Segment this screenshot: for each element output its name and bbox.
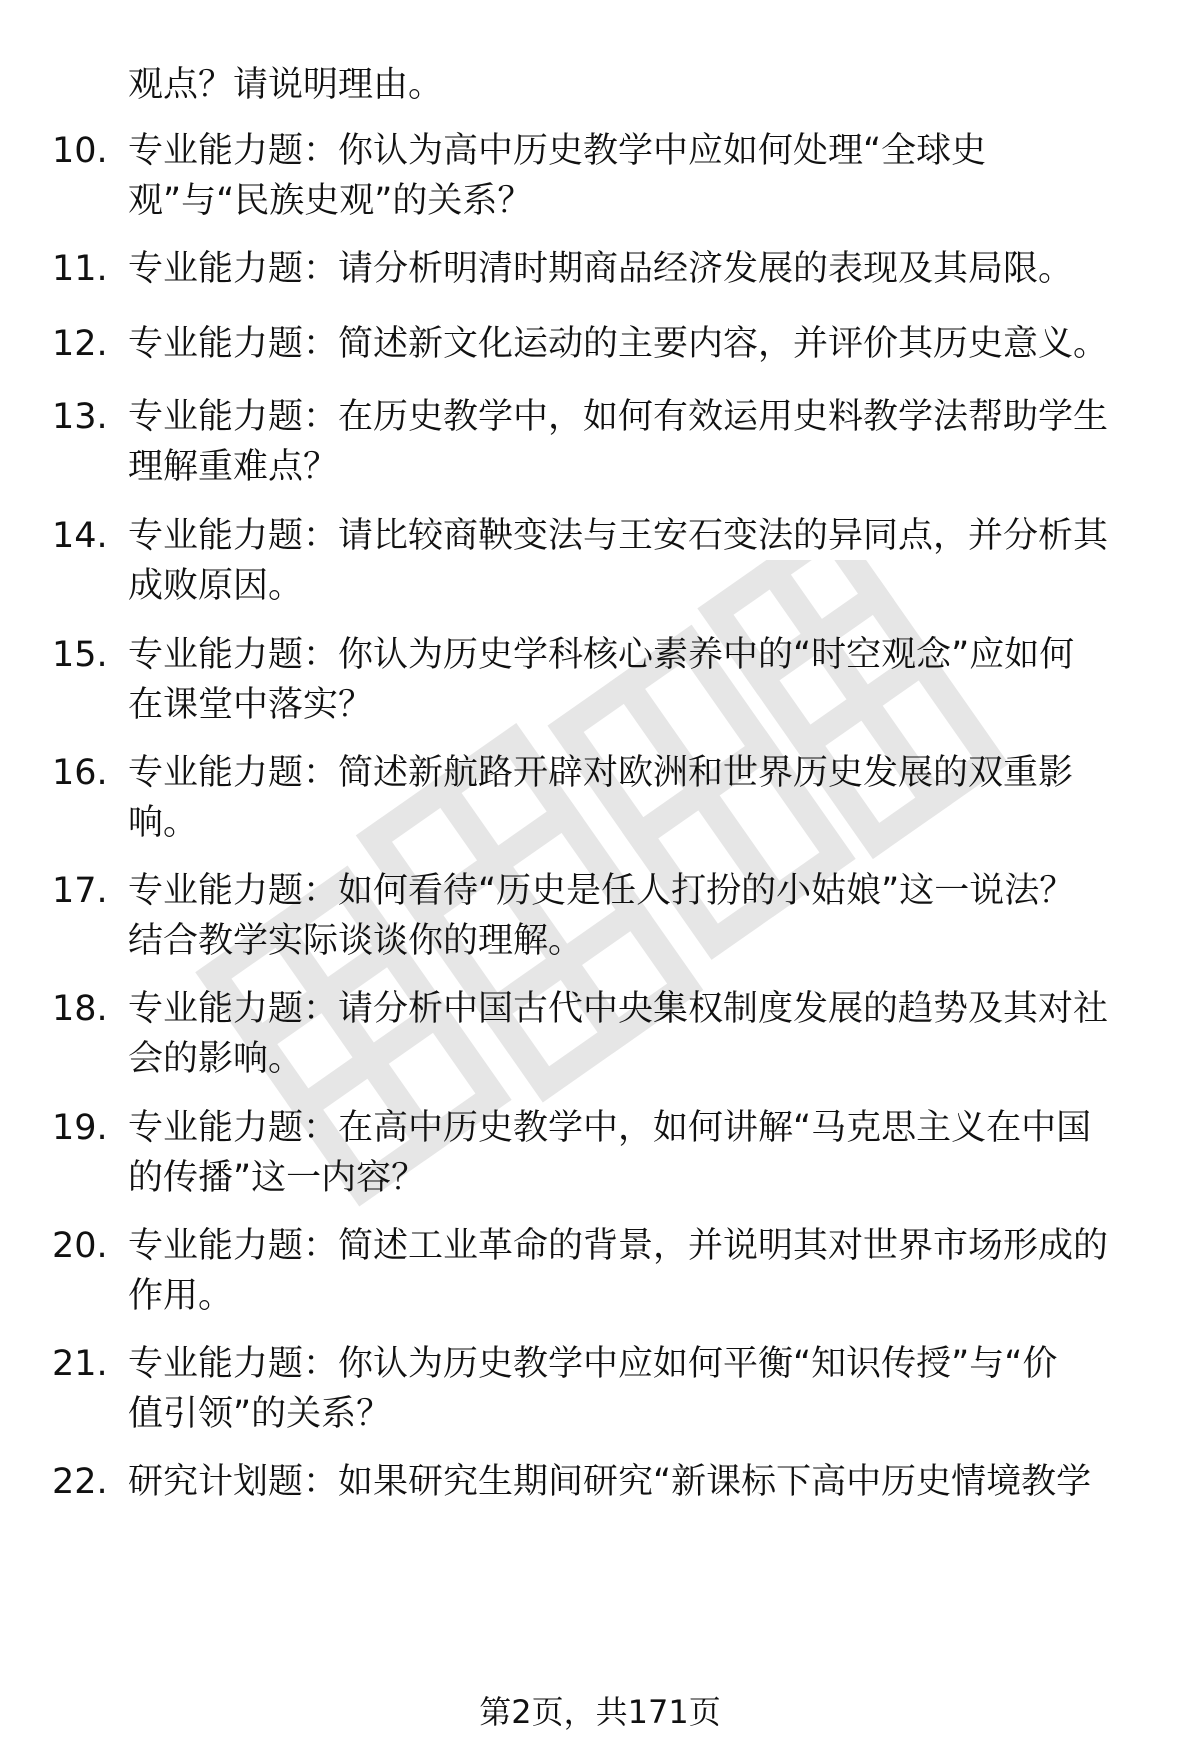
question-number: 19. [52,1108,108,1148]
question-number: 20. [52,1226,108,1266]
question-number: 18. [52,989,108,1029]
question-text-line: 的传播”这一内容？ [128,1158,427,1198]
question-number: 21. [52,1344,108,1384]
question-text-line: 专业能力题：如何看待“历史是任人打扮的小姑娘”这一说法？ [128,871,1075,911]
continuation-line: 观点？请说明理由。 [128,65,444,105]
question-text-line: 专业能力题：你认为历史教学中应如何平衡“知识传授”与“价 [128,1344,1058,1384]
question-text-line: 研究计划题：如果研究生期间研究“新课标下高中历史情境教学 [128,1462,1092,1502]
question-number: 14. [52,516,108,556]
page-number-footer: 第2页，共171页 [479,1693,721,1731]
question-text-line: 专业能力题：简述工业革命的背景，并说明其对世界市场形成的 [128,1226,1109,1266]
question-text-line: 理解重难点？ [128,447,339,487]
question-text-line: 专业能力题：在高中历史教学中，如何讲解“马克思主义在中国 [128,1108,1092,1148]
question-text-line: 结合教学实际谈谈你的理解。 [128,921,584,961]
question-text-line: 专业能力题：请比较商鞅变法与王安石变法的异同点，并分析其 [128,516,1109,556]
question-number: 12. [52,324,108,364]
question-text-line: 专业能力题：简述新航路开辟对欧洲和世界历史发展的双重影 [128,753,1074,793]
question-number: 15. [52,635,108,675]
question-number: 13. [52,397,108,437]
question-number: 17. [52,871,108,911]
question-text-line: 专业能力题：你认为高中历史教学中应如何处理“全球史 [128,131,987,171]
question-text-line: 专业能力题：请分析中国古代中央集权制度发展的趋势及其对社 [128,989,1109,1029]
question-text-line: 专业能力题：你认为历史学科核心素养中的“时空观念”应如何 [128,635,1075,675]
question-number: 22. [52,1462,108,1502]
question-number: 16. [52,753,108,793]
question-number: 11. [52,249,108,289]
question-text-line: 专业能力题：简述新文化运动的主要内容，并评价其历史意义。 [128,324,1109,364]
question-text-line: 专业能力题：请分析明清时期商品经济发展的表现及其局限。 [128,249,1074,289]
question-text-line: 值引领”的关系？ [128,1394,392,1434]
question-text-line: 响。 [128,803,199,843]
question-text-line: 作用。 [128,1276,234,1316]
question-text-line: 专业能力题：在历史教学中，如何有效运用史料教学法帮助学生 [128,397,1109,437]
question-text-line: 会的影响。 [128,1039,304,1079]
question-text-line: 在课堂中落实？ [128,685,374,725]
question-text-line: 成败原因。 [128,566,304,606]
question-text-line: 观”与“民族史观”的关系？ [128,181,533,221]
question-number: 10. [52,131,108,171]
